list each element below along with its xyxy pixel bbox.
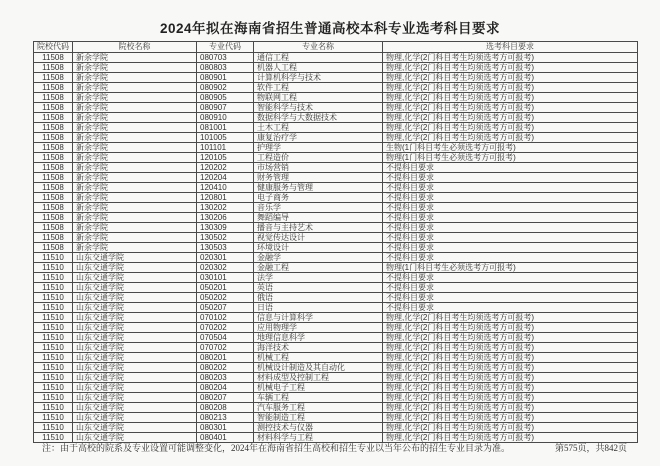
cell-college-code: 11508: [34, 162, 73, 172]
cell-college-name: 新余学院: [73, 212, 197, 222]
cell-college-name: 新余学院: [73, 222, 197, 232]
table-row: [34, 222, 638, 232]
table-header: [34, 42, 638, 53]
cell-college-name: 新余学院: [73, 192, 197, 202]
cell-major-name: 信息与计算科学: [254, 312, 383, 322]
cell-major-name: 音乐学: [254, 202, 383, 212]
cell-college-code: 11510: [34, 342, 73, 352]
cell-subject-requirement: 物理,化学(2门科目考生均须选考方可报考): [383, 432, 638, 442]
cell-college-name: 新余学院: [73, 182, 197, 192]
table-row: [34, 252, 638, 262]
page-number: 第575页，共842页: [554, 443, 627, 453]
cell-major-code: 070102: [197, 312, 254, 322]
cell-subject-requirement: 物理,化学(2门科目考生均须选考方可报考): [383, 332, 638, 342]
cell-major-code: 030101: [197, 272, 254, 282]
cell-major-name: 财务管理: [254, 172, 383, 182]
table-row: [34, 422, 638, 432]
header-major-code: 专业代码: [197, 42, 254, 53]
table-row: [34, 112, 638, 122]
header-major-name: 专业名称: [254, 42, 383, 53]
page-title: 2024年拟在海南省招生普通高校本科专业选考科目要求: [159, 21, 501, 36]
cell-college-code: 11508: [34, 82, 73, 92]
cell-college-name: 山东交通学院: [73, 362, 197, 372]
cell-major-code: 070702: [197, 342, 254, 352]
cell-major-name: 金融学: [254, 252, 383, 262]
cell-college-code: 11510: [34, 432, 73, 442]
cell-college-name: 山东交通学院: [73, 432, 197, 442]
cell-major-code: 080208: [197, 402, 254, 412]
cell-major-name: 机械工程: [254, 352, 383, 362]
cell-major-code: 080201: [197, 352, 254, 362]
cell-college-code: 11508: [34, 172, 73, 182]
cell-subject-requirement: 物理,化学(2门科目考生均须选考方可报考): [383, 102, 638, 112]
cell-college-name: 山东交通学院: [73, 402, 197, 412]
table-row: [34, 342, 638, 352]
cell-major-name: 智能科学与技术: [254, 102, 383, 112]
page-footer: [42, 441, 627, 454]
cell-college-code: 11510: [34, 292, 73, 302]
cell-college-code: 11510: [34, 372, 73, 382]
table-row: [34, 202, 638, 212]
cell-college-code: 11508: [34, 222, 73, 232]
cell-major-name: 电子商务: [254, 192, 383, 202]
cell-college-name: 新余学院: [73, 62, 197, 72]
cell-major-name: 测控技术与仪器: [254, 422, 383, 432]
cell-college-name: 山东交通学院: [73, 372, 197, 382]
cell-college-code: 11508: [34, 242, 73, 252]
table-row: [34, 132, 638, 142]
cell-major-name: 材料成型及控制工程: [254, 372, 383, 382]
cell-subject-requirement: 物理,化学(2门科目考生均须选考方可报考): [383, 312, 638, 322]
cell-college-name: 山东交通学院: [73, 252, 197, 262]
cell-college-code: 11510: [34, 312, 73, 322]
cell-major-code: 101101: [197, 142, 254, 152]
cell-major-code: 080301: [197, 422, 254, 432]
cell-college-code: 11508: [34, 112, 73, 122]
table-row: [34, 242, 638, 252]
cell-subject-requirement: 物理,化学(2门科目考生均须选考方可报考): [383, 412, 638, 422]
cell-major-code: 080207: [197, 392, 254, 402]
cell-college-code: 11510: [34, 302, 73, 312]
cell-subject-requirement: 物理,化学(2门科目考生均须选考方可报考): [383, 382, 638, 392]
cell-major-code: 050202: [197, 292, 254, 302]
table-row: [34, 352, 638, 362]
cell-college-name: 山东交通学院: [73, 282, 197, 292]
table-row: [34, 172, 638, 182]
cell-major-name: 软件工程: [254, 82, 383, 92]
cell-college-code: 11508: [34, 122, 73, 132]
table-row: [34, 302, 638, 312]
cell-major-code: 020302: [197, 262, 254, 272]
cell-subject-requirement: 不提科目要求: [383, 232, 638, 242]
cell-subject-requirement: 物理(1门科目考生必须选考方可报考): [383, 262, 638, 272]
cell-college-name: 新余学院: [73, 152, 197, 162]
cell-major-code: 050201: [197, 282, 254, 292]
table-row: [34, 312, 638, 322]
table-row: [34, 322, 638, 332]
cell-college-code: 11510: [34, 362, 73, 372]
cell-major-code: 080803: [197, 62, 254, 72]
footnote: 注：由于高校的院系及专业设置可能调整变化，2024年在海南省招生高校和招生专业以当年公布的招生专业目录为准。: [42, 443, 511, 453]
cell-college-code: 11508: [34, 142, 73, 152]
cell-major-code: 120202: [197, 162, 254, 172]
cell-subject-requirement: 不提科目要求: [383, 172, 638, 182]
cell-college-code: 11508: [34, 92, 73, 102]
cell-major-code: 130502: [197, 232, 254, 242]
cell-college-name: 新余学院: [73, 112, 197, 122]
cell-college-code: 11510: [34, 272, 73, 282]
table-row: [34, 92, 638, 102]
cell-subject-requirement: 物理,化学(2门科目考生均须选考方可报考): [383, 352, 638, 362]
cell-college-name: 山东交通学院: [73, 422, 197, 432]
cell-college-name: 山东交通学院: [73, 272, 197, 282]
cell-subject-requirement: 物理,化学(2门科目考生均须选考方可报考): [383, 92, 638, 102]
table-row: [34, 332, 638, 342]
cell-subject-requirement: 物理,化学(2门科目考生均须选考方可报考): [383, 82, 638, 92]
cell-major-code: 080905: [197, 92, 254, 102]
cell-major-code: 080213: [197, 412, 254, 422]
cell-major-name: 市场营销: [254, 162, 383, 172]
cell-major-code: 120801: [197, 192, 254, 202]
cell-college-name: 山东交通学院: [73, 412, 197, 422]
cell-major-code: 081001: [197, 122, 254, 132]
table-row: [34, 72, 638, 82]
cell-major-name: 播音与主持艺术: [254, 222, 383, 232]
table-row: [34, 82, 638, 92]
cell-college-code: 11508: [34, 132, 73, 142]
cell-major-code: 080703: [197, 52, 254, 62]
cell-college-code: 11508: [34, 232, 73, 242]
cell-subject-requirement: 物理,化学(2门科目考生均须选考方可报考): [383, 372, 638, 382]
cell-college-name: 山东交通学院: [73, 342, 197, 352]
table-row: [34, 282, 638, 292]
cell-major-name: 机械设计制造及其自动化: [254, 362, 383, 372]
cell-college-code: 11508: [34, 102, 73, 112]
cell-major-name: 海洋技术: [254, 342, 383, 352]
cell-subject-requirement: 不提科目要求: [383, 162, 638, 172]
table-header-row: [34, 42, 638, 53]
cell-major-name: 机器人工程: [254, 62, 383, 72]
cell-major-name: 英语: [254, 282, 383, 292]
cell-major-name: 汽车服务工程: [254, 402, 383, 412]
cell-subject-requirement: 物理,化学(2门科目考生均须选考方可报考): [383, 322, 638, 332]
cell-college-code: 11508: [34, 212, 73, 222]
cell-subject-requirement: 物理,化学(2门科目考生均须选考方可报考): [383, 52, 638, 62]
table-row: [34, 372, 638, 382]
table-row: [34, 392, 638, 402]
cell-college-code: 11508: [34, 152, 73, 162]
table-row: [34, 212, 638, 222]
cell-major-code: 080910: [197, 112, 254, 122]
cell-subject-requirement: 不提科目要求: [383, 252, 638, 262]
cell-college-name: 新余学院: [73, 162, 197, 172]
cell-subject-requirement: 物理,化学(2门科目考生均须选考方可报考): [383, 422, 638, 432]
cell-subject-requirement: 不提科目要求: [383, 192, 638, 202]
cell-major-code: 120410: [197, 182, 254, 192]
table-row: [34, 232, 638, 242]
table-row: [34, 122, 638, 132]
cell-college-name: 新余学院: [73, 242, 197, 252]
cell-college-name: 新余学院: [73, 92, 197, 102]
cell-subject-requirement: 物理,化学(2门科目考生均须选考方可报考): [383, 112, 638, 122]
cell-subject-requirement: 不提科目要求: [383, 222, 638, 232]
table-row: [34, 52, 638, 62]
cell-college-code: 11510: [34, 262, 73, 272]
cell-subject-requirement: 不提科目要求: [383, 302, 638, 312]
cell-major-name: 应用物理学: [254, 322, 383, 332]
cell-college-name: 山东交通学院: [73, 392, 197, 402]
cell-major-name: 康复治疗学: [254, 132, 383, 142]
cell-subject-requirement: 物理,化学(2门科目考生均须选考方可报考): [383, 132, 638, 142]
cell-college-name: 新余学院: [73, 52, 197, 62]
cell-major-code: 070504: [197, 332, 254, 342]
cell-college-name: 新余学院: [73, 102, 197, 112]
cell-major-name: 土木工程: [254, 122, 383, 132]
cell-subject-requirement: 物理,化学(2门科目考生均须选考方可报考): [383, 342, 638, 352]
cell-college-name: 新余学院: [73, 132, 197, 142]
table-row: [34, 142, 638, 152]
cell-major-name: 护理学: [254, 142, 383, 152]
cell-college-name: 山东交通学院: [73, 382, 197, 392]
cell-subject-requirement: 不提科目要求: [383, 182, 638, 192]
cell-major-name: 舞蹈编导: [254, 212, 383, 222]
cell-major-name: 工程造价: [254, 152, 383, 162]
cell-major-code: 080203: [197, 372, 254, 382]
cell-major-name: 法学: [254, 272, 383, 282]
header-college-code: 院校代码: [34, 42, 73, 53]
cell-college-code: 11508: [34, 52, 73, 62]
cell-major-code: 080902: [197, 82, 254, 92]
cell-subject-requirement: 物理,化学(2门科目考生均须选考方可报考): [383, 402, 638, 412]
header-college-name: 院校名称: [73, 42, 197, 53]
cell-college-name: 新余学院: [73, 72, 197, 82]
cell-subject-requirement: 不提科目要求: [383, 272, 638, 282]
cell-college-code: 11510: [34, 402, 73, 412]
cell-subject-requirement: 物理,化学(2门科目考生均须选考方可报考): [383, 62, 638, 72]
table-row: [34, 182, 638, 192]
cell-college-name: 山东交通学院: [73, 292, 197, 302]
cell-major-code: 101005: [197, 132, 254, 142]
cell-college-name: 新余学院: [73, 232, 197, 242]
cell-college-code: 11508: [34, 182, 73, 192]
table-body: [34, 52, 638, 442]
cell-major-code: 080204: [197, 382, 254, 392]
cell-major-name: 视觉传达设计: [254, 232, 383, 242]
cell-college-code: 11508: [34, 72, 73, 82]
cell-subject-requirement: 不提科目要求: [383, 202, 638, 212]
cell-college-name: 山东交通学院: [73, 262, 197, 272]
cell-subject-requirement: 不提科目要求: [383, 292, 638, 302]
cell-major-code: 130309: [197, 222, 254, 232]
cell-major-code: 080202: [197, 362, 254, 372]
table-row: [34, 412, 638, 422]
cell-subject-requirement: 不提科目要求: [383, 242, 638, 252]
cell-major-code: 130202: [197, 202, 254, 212]
cell-college-name: 山东交通学院: [73, 322, 197, 332]
table-row: [34, 102, 638, 112]
cell-major-code: 130206: [197, 212, 254, 222]
cell-college-name: 新余学院: [73, 122, 197, 132]
table-row: [34, 402, 638, 412]
cell-major-code: 070202: [197, 322, 254, 332]
cell-major-name: 环境设计: [254, 242, 383, 252]
table-row: [34, 192, 638, 202]
table-row: [34, 262, 638, 272]
cell-college-name: 山东交通学院: [73, 302, 197, 312]
subject-requirements-table: [33, 41, 638, 443]
cell-college-code: 11508: [34, 192, 73, 202]
cell-major-code: 020301: [197, 252, 254, 262]
cell-subject-requirement: 物理,化学(2门科目考生均须选考方可报考): [383, 122, 638, 132]
cell-major-name: 日语: [254, 302, 383, 312]
table-row: [34, 292, 638, 302]
cell-major-name: 健康服务与管理: [254, 182, 383, 192]
cell-subject-requirement: 物理(1门科目考生必须选考方可报考): [383, 152, 638, 162]
cell-college-name: 新余学院: [73, 142, 197, 152]
cell-major-name: 车辆工程: [254, 392, 383, 402]
cell-college-name: 山东交通学院: [73, 332, 197, 342]
cell-major-name: 物联网工程: [254, 92, 383, 102]
cell-college-code: 11510: [34, 382, 73, 392]
cell-major-code: 080907: [197, 102, 254, 112]
cell-college-code: 11508: [34, 62, 73, 72]
cell-subject-requirement: 不提科目要求: [383, 282, 638, 292]
cell-college-code: 11510: [34, 412, 73, 422]
cell-major-code: 130503: [197, 242, 254, 252]
header-subject-requirement: 选考科目要求: [383, 42, 638, 53]
cell-college-code: 11510: [34, 282, 73, 292]
cell-major-name: 计算机科学与技术: [254, 72, 383, 82]
cell-college-name: 新余学院: [73, 172, 197, 182]
cell-college-code: 11510: [34, 332, 73, 342]
table-row: [34, 152, 638, 162]
table-row: [34, 382, 638, 392]
cell-major-name: 机械电子工程: [254, 382, 383, 392]
cell-subject-requirement: 不提科目要求: [383, 212, 638, 222]
cell-subject-requirement: 物理,化学(2门科目考生均须选考方可报考): [383, 72, 638, 82]
table-row: [34, 362, 638, 372]
cell-major-code: 120204: [197, 172, 254, 182]
table-row: [34, 62, 638, 72]
cell-major-code: 050207: [197, 302, 254, 312]
cell-major-name: 智能制造工程: [254, 412, 383, 422]
cell-college-code: 11508: [34, 202, 73, 212]
cell-subject-requirement: 物理,化学(2门科目考生均须选考方可报考): [383, 362, 638, 372]
cell-college-code: 11510: [34, 352, 73, 362]
cell-college-name: 山东交通学院: [73, 352, 197, 362]
cell-major-code: 080901: [197, 72, 254, 82]
cell-subject-requirement: 生物(1门科目考生必须选考方可报考): [383, 142, 638, 152]
cell-major-code: 120105: [197, 152, 254, 162]
cell-college-code: 11510: [34, 422, 73, 432]
table-row: [34, 162, 638, 172]
cell-major-name: 地理信息科学: [254, 332, 383, 342]
cell-major-name: 通信工程: [254, 52, 383, 62]
cell-major-code: 080401: [197, 432, 254, 442]
cell-college-name: 新余学院: [73, 202, 197, 212]
cell-college-code: 11510: [34, 392, 73, 402]
cell-college-name: 新余学院: [73, 82, 197, 92]
table-row: [34, 272, 638, 282]
cell-college-code: 11510: [34, 252, 73, 262]
cell-college-code: 11510: [34, 322, 73, 332]
cell-major-name: 材料科学与工程: [254, 432, 383, 442]
cell-major-name: 俄语: [254, 292, 383, 302]
cell-subject-requirement: 物理,化学(2门科目考生均须选考方可报考): [383, 392, 638, 402]
cell-major-name: 数据科学与大数据技术: [254, 112, 383, 122]
cell-major-name: 金融工程: [254, 262, 383, 272]
cell-college-name: 山东交通学院: [73, 312, 197, 322]
